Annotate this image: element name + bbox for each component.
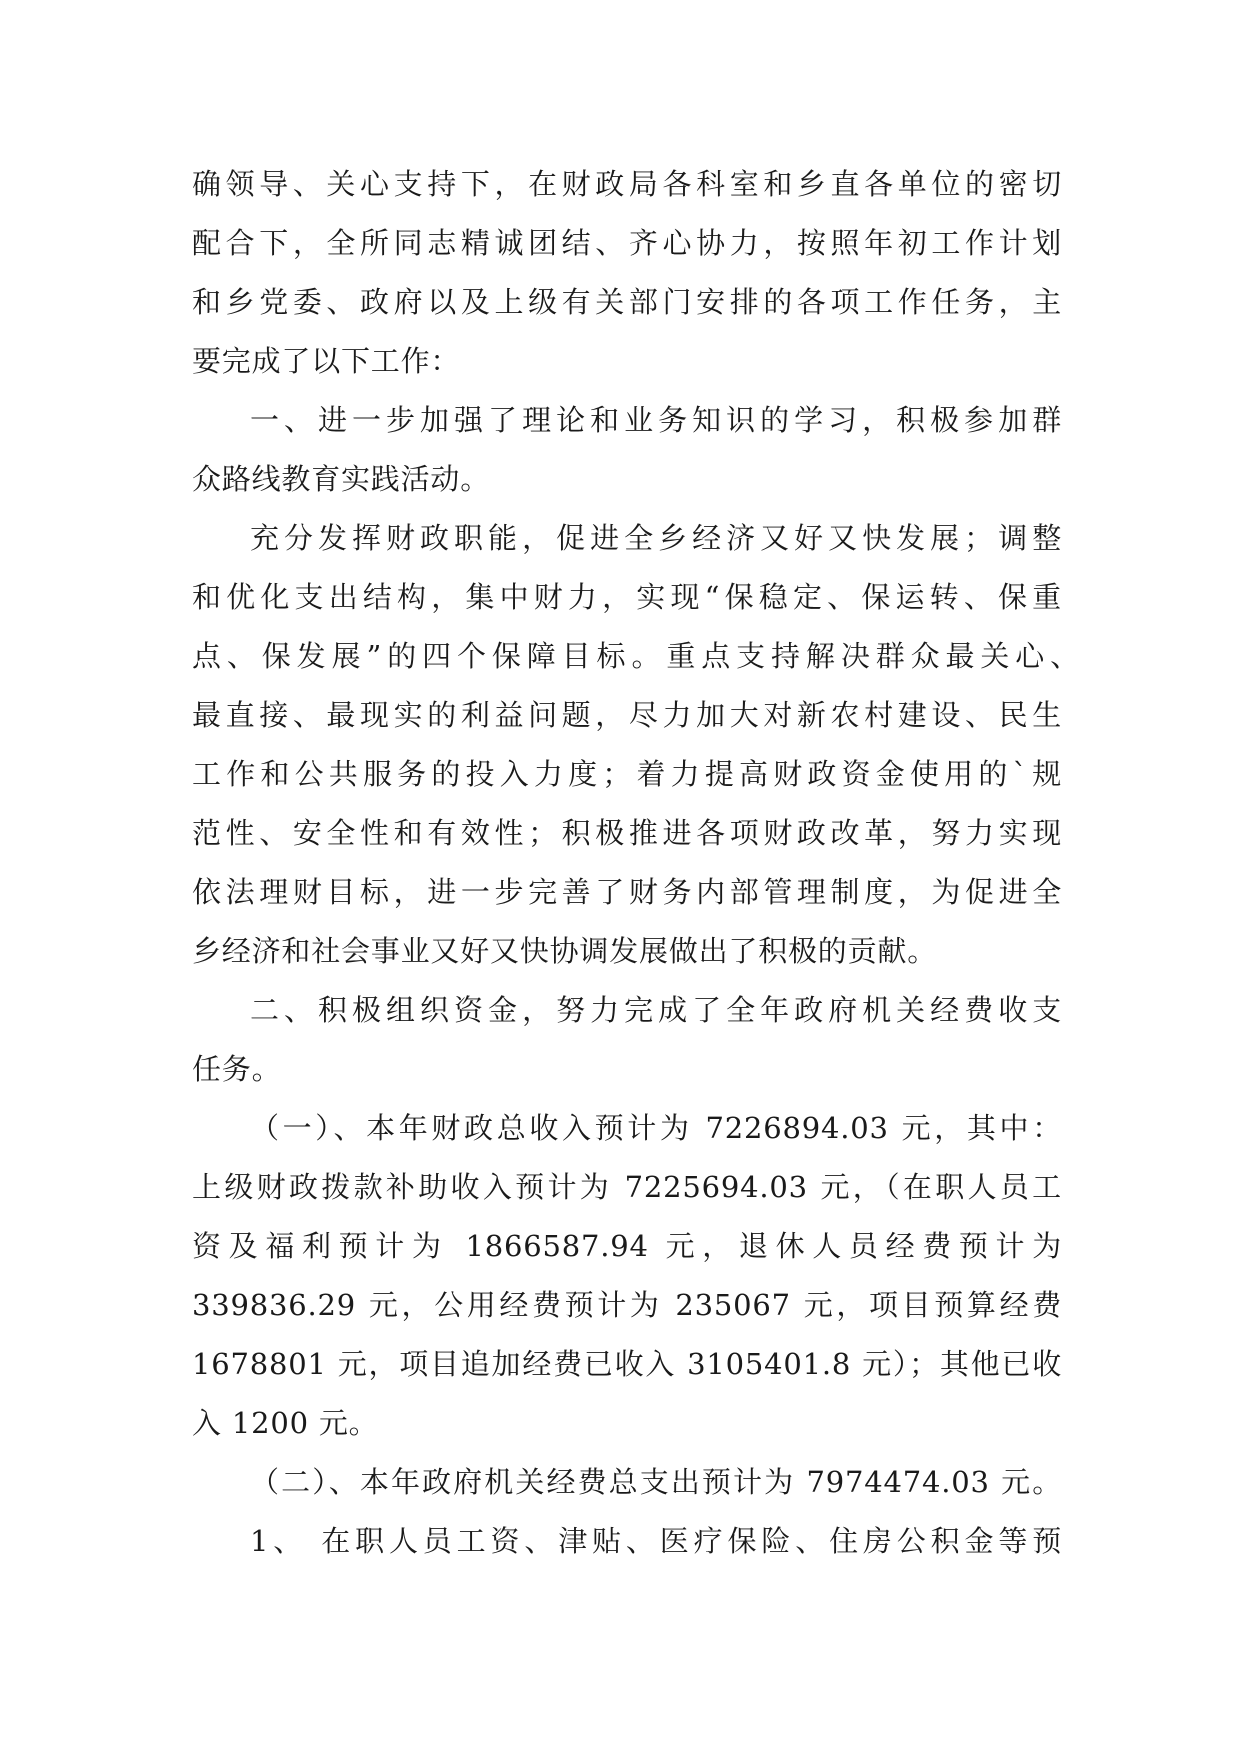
text-line: 点、保发展”的四个保障目标。重点支持解决群众最关心、 xyxy=(192,639,1080,673)
text-line: 最直接、最现实的利益问题，尽力加大对新农村建设、民生 xyxy=(192,698,1062,732)
text-line: 和乡党委、政府以及上级有关部门安排的各项工作任务，主 xyxy=(192,285,1062,319)
text-line: 1678801 元，项目追加经费已收入 3105401.8 元）；其他已收 xyxy=(192,1347,1062,1381)
text-line: 339836.29 元，公用经费预计为 235067 元，项目预算经费 xyxy=(192,1288,1062,1322)
text-line: 入 1200 元。 xyxy=(192,1406,379,1440)
text-line: 众路线教育实践活动。 xyxy=(192,462,491,496)
text-line: 配合下，全所同志精诚团结、齐心协力，按照年初工作计划 xyxy=(192,226,1062,260)
text-line: 工作和公共服务的投入力度；着力提高财政资金使用的`规 xyxy=(192,757,1062,791)
text-line: 要完成了以下工作： xyxy=(192,344,461,378)
text-line: 确领导、关心支持下，在财政局各科室和乡直各单位的密切 xyxy=(192,167,1062,201)
subheading-two: （二）、本年政府机关经费总支出预计为 7974474.03 元。 xyxy=(250,1465,1062,1499)
list-item: 1、 在职人员工资、津贴、医疗保险、住房公积金等预 xyxy=(250,1524,1062,1558)
text-line: 依法理财目标，进一步完善了财务内部管理制度，为促进全 xyxy=(192,875,1062,909)
text-line: 范性、安全性和有效性；积极推进各项财政改革，努力实现 xyxy=(192,816,1062,850)
text-line: 和优化支出结构，集中财力，实现“保稳定、保运转、保重 xyxy=(192,580,1062,614)
document-body xyxy=(192,155,1080,1571)
text-line: 任务。 xyxy=(192,1052,282,1086)
paragraph-start: 充分发挥财政职能，促进全乡经济又好又快发展；调整 xyxy=(250,521,1062,555)
heading-two: 二、积极组织资金，努力完成了全年政府机关经费收支 xyxy=(250,993,1062,1027)
subheading-one: （一）、本年财政总收入预计为 7226894.03 元，其中： xyxy=(250,1111,1062,1145)
text-line: 上级财政拨款补助收入预计为 7225694.03 元，（在职人员工 xyxy=(192,1170,1062,1204)
text-line: 乡经济和社会事业又好又快协调发展做出了积极的贡献。 xyxy=(192,934,938,968)
heading-one: 一、进一步加强了理论和业务知识的学习，积极参加群 xyxy=(250,403,1062,437)
text-line: 资及福利预计为 1866587.94 元，退休人员经费预计为 xyxy=(192,1229,1062,1263)
